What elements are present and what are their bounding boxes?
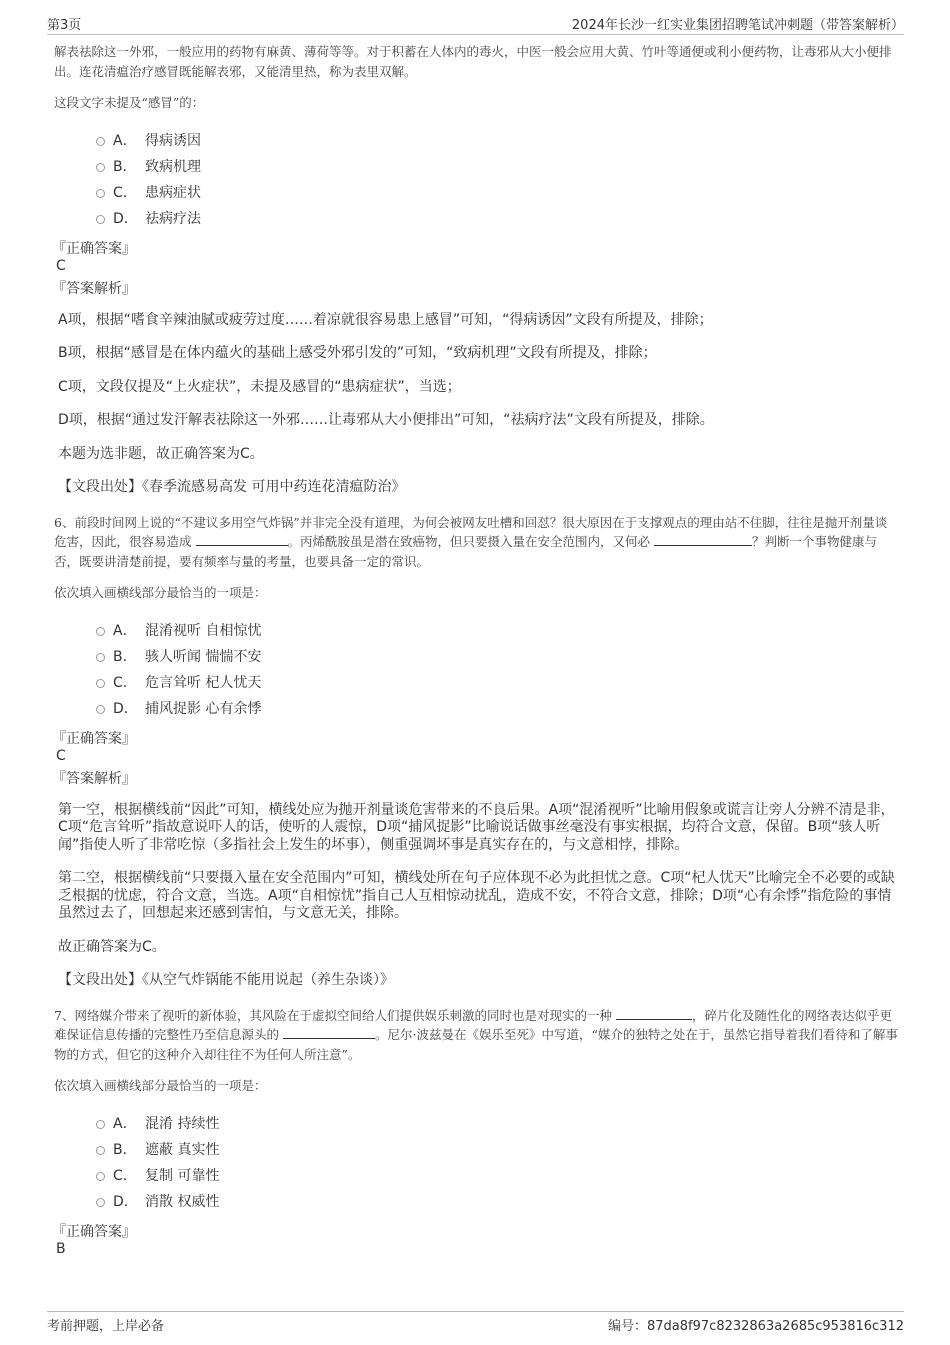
q5-analysis-label: 『答案解析』 <box>52 280 136 297</box>
q6-answer: C <box>56 747 66 764</box>
q5-explanation-a: A项，根据“嗜食辛辣油腻或疲劳过度……着凉就很容易患上感冒”可知，“得病诱因”文段有所提及，排除； <box>58 311 713 328</box>
q5-answer: C <box>56 257 66 274</box>
blank-line <box>616 1007 692 1020</box>
q7-stem: 7、网络媒介带来了视听的新体验，其风险在于虚拟空间给人们提供娱乐刺激的同时也是对现实的一种 ，碎片化及随性化的网络表达似乎更难保证信息传播的完整性乃至信息源头的 。尼尔·波兹曼在《娱乐至死》中写道，“媒介的独特之处在于，虽然它指导着我们看待和了解事物的方式，但它的这种介入却往往不为任何人所注意”。 <box>54 1007 898 1062</box>
q6-option-c[interactable]: C． 危言耸听 杞人忧天 <box>96 669 899 695</box>
page-number: 第3页 <box>47 18 82 33</box>
radio-icon[interactable] <box>96 1120 105 1129</box>
q7-answer-label: 『正确答案』 <box>52 1223 136 1240</box>
main-content <box>54 42 899 1264</box>
q5-explanation-d: D项，根据“通过发汗解表祛除这一外邪……让毒邪从大小便排出”可知，“祛病疗法”文段有所提及，排除。 <box>58 412 714 428</box>
radio-icon[interactable] <box>96 163 105 172</box>
radio-icon[interactable] <box>96 627 105 636</box>
q5-conclusion: 本题为选非题，故正确答案为C。 <box>58 445 264 462</box>
blank-line <box>654 533 752 546</box>
q6-option-d[interactable]: D． 捕风捉影 心有余悸 <box>96 695 899 721</box>
radio-icon[interactable] <box>96 705 105 714</box>
q5-explanation-b: B项，根据“感冒是在体内蕴火的基础上感受外邪引发的”可知，“致病机理”文段有所提及，排除； <box>58 345 657 361</box>
q6-option-a[interactable]: A． 混淆视听 自相惊忧 <box>96 617 899 643</box>
radio-icon[interactable] <box>96 189 105 198</box>
q6-explanation-blank2: 第二空，根据横线前“只要摄入量在安全范围内”可知，横线处所在句子应体现不必为此担忧之意。C项“杞人忧天”比喻完全不必要的或缺乏根据的忧虑，符合文意，当选。A项“自相惊忧”指自己人互相惊动扰乱，造成不安，不符合文意，排除；D项“心有余悸”指危险的事情虽然过去了，回想起来还感到害怕，与文意无关，排除。 <box>58 870 895 921</box>
q7-option-b[interactable]: B． 遮蔽 真实性 <box>96 1136 899 1162</box>
radio-icon[interactable] <box>96 653 105 662</box>
q5-source: 【文段出处】《春季流感易高发 可用中药连花清瘟防治》 <box>58 479 406 495</box>
blank-line <box>283 1026 375 1039</box>
q7-options <box>96 1110 899 1214</box>
q6-analysis-label: 『答案解析』 <box>52 770 136 787</box>
q6-explanation-blank1: 第一空，根据横线前“因此”可知，横线处应为抛开剂量谈危害带来的不良后果。A项“混淆视听”比喻用假象或谎言让旁人分辨不清是非，C项“危言耸听”指故意说吓人的话，使听的人震惊，D项“捕风捉影”比喻说话做事丝毫没有事实根据，均符合文意，保留。B项“骇人听闻”指使人听了非常吃惊（多指社会上发生的坏事），侧重强调坏事是真实存在的，与文意相悖，排除。 <box>58 801 895 853</box>
radio-icon[interactable] <box>96 215 105 224</box>
q6-options <box>96 617 899 721</box>
document-title: 2024年长沙一红实业集团招聘笔试冲刺题（带答案解析） <box>571 18 904 33</box>
q6-option-b[interactable]: B． 骇人听闻 惴惴不安 <box>96 643 899 669</box>
q6-source: 【文段出处】《从空气炸锅能不能用说起（养生杂谈）》 <box>58 972 394 988</box>
radio-icon[interactable] <box>96 137 105 146</box>
q5-option-a[interactable]: A． 得病诱因 <box>96 127 899 153</box>
q5-option-c[interactable]: C． 患病症状 <box>96 179 899 205</box>
q7-answer: B <box>56 1240 66 1257</box>
q7-option-d[interactable]: D． 消散 权威性 <box>96 1188 899 1214</box>
document-id: 编号：87da8f97c8232863a2685c953816c312 <box>608 1319 904 1334</box>
q5-options <box>96 127 899 231</box>
q5-option-b[interactable]: B． 致病机理 <box>96 153 899 179</box>
radio-icon[interactable] <box>96 1198 105 1207</box>
radio-icon[interactable] <box>96 1172 105 1181</box>
q5-answer-label: 『正确答案』 <box>52 240 136 257</box>
q5-explanation-c: C项，文段仅提及“上火症状”，未提及感冒的“患病症状”，当选； <box>58 378 461 395</box>
q6-conclusion: 故正确答案为C。 <box>58 938 166 955</box>
q7-option-a[interactable]: A． 混淆 持续性 <box>96 1110 899 1136</box>
q7-option-c[interactable]: C． 复制 可靠性 <box>96 1162 899 1188</box>
q6-prompt: 依次填入画横线部分最恰当的一项是： <box>54 585 267 600</box>
radio-icon[interactable] <box>96 1146 105 1155</box>
page-footer <box>47 1311 904 1336</box>
radio-icon[interactable] <box>96 679 105 688</box>
q5-passage-tail: 解表祛除这一外邪，一般应用的药物有麻黄、薄荷等等。对于积蓄在人体内的毒火，中医一般会应用大黄、竹叶等通便或利小便药物，让毒邪从大小便排出。连花清瘟治疗感冒既能解表邪，又能清里热，称为表里双解。 <box>54 44 892 79</box>
q6-stem: 6、前段时间网上说的“不建议多用空气炸锅”并非完全没有道理，为何会被网友吐槽和回怼？很大原因在于支撑观点的理由站不住脚，往往是抛开剂量谈危害，因此，很容易造成 。丙烯酰胺虽是潜在致癌物，但只要摄入量在安全范围内，又何必 ？判断一个事物健康与否，既要讲清楚前提，要有频率与量的考量，也要具备一定的常识。 <box>54 514 888 569</box>
q5-option-d[interactable]: D． 祛病疗法 <box>96 205 899 231</box>
page-header <box>47 12 904 35</box>
q7-prompt: 依次填入画横线部分最恰当的一项是： <box>54 1078 267 1093</box>
blank-line <box>196 533 288 546</box>
q5-prompt: 这段文字未提及“感冒”的： <box>54 95 205 110</box>
q6-answer-label: 『正确答案』 <box>52 730 136 747</box>
footer-slogan: 考前押题，上岸必备 <box>47 1319 165 1334</box>
